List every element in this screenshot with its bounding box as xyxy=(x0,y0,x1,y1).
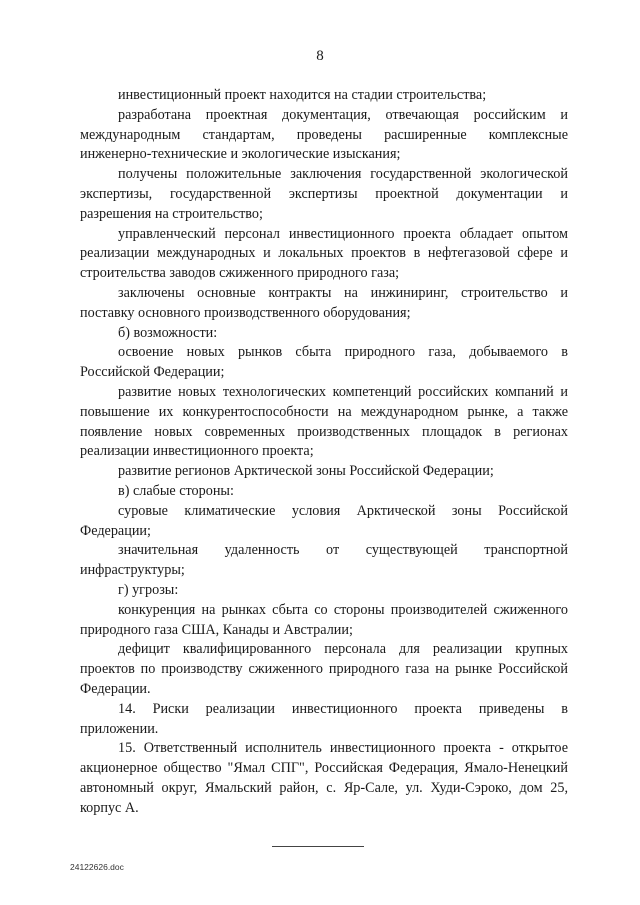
footer-filename: 24122626.doc xyxy=(70,862,124,872)
heading-opportunities: б) возможности: xyxy=(118,324,218,341)
paragraph-item-14-risks: 14. Риски реализации инвестиционного проекта приведены в приложении. xyxy=(80,700,568,737)
paragraph-staff-shortage: дефицит квалифицированного персонала для реализации крупных проектов по производству сжиженного природного газа на рынке Российской Федерации. xyxy=(80,641,568,697)
paragraph-management: управленческий персонал инвестиционного проекта обладает опытом реализации международных и локальных проектов в нефтегазовой сфере и строительства заводов сжиженного природного газа; xyxy=(80,225,568,282)
page-number: 8 xyxy=(316,48,324,64)
paragraph-expertise: получены положительные заключения государственной экологической экспертизы, государственной экспертизы проектной документации и разрешения на строительство; xyxy=(80,166,568,222)
paragraph-design-docs: разработана проектная документация, отвечающая российским и международным стандартам, проведены расширенные комплексные инженерно-технические и экологические изыскания; xyxy=(80,106,568,163)
document-body xyxy=(80,86,568,818)
heading-weaknesses: в) слабые стороны: xyxy=(118,482,234,499)
paragraph-item-15-executor: 15. Ответственный исполнитель инвестиционного проекта - открытое акционерное общество "Ямал СПГ", Российская Федерация, Ямало-Ненецкий автономный округ, Ямальский район, с. Яр-Сале, ул. Худи-Сэроко, дом 25, корпус А. xyxy=(80,740,568,816)
paragraph-contracts: заключены основные контракты на инжиниринг, строительство и поставку основного производственного оборудования; xyxy=(80,284,568,321)
paragraph-infrastructure: значительная удаленность от существующей транспортной инфраструктуры; xyxy=(80,542,568,579)
paragraph-competition: конкуренция на рынках сбыта со стороны производителей сжиженного природного газа США, Канады и Австралии; xyxy=(80,601,568,638)
heading-threats: г) угрозы: xyxy=(118,581,179,598)
paragraph-stage: инвестиционный проект находится на стадии строительства; xyxy=(118,87,487,103)
footer-rule xyxy=(272,846,364,847)
paragraph-new-markets: освоение новых рынков сбыта природного газа, добываемого в Российской Федерации; xyxy=(80,344,568,381)
paragraph-arctic-development: развитие регионов Арктической зоны Российской Федерации; xyxy=(118,463,494,480)
paragraph-competencies: развитие новых технологических компетенций российских компаний и повышение их конкурентоспособности на международном рынке, а также появление новых современных производственных площадок в регионах реализации инвестиционного проекта; xyxy=(80,383,568,460)
paragraph-climate: суровые климатические условия Арктической зоны Российской Федерации; xyxy=(80,502,568,539)
